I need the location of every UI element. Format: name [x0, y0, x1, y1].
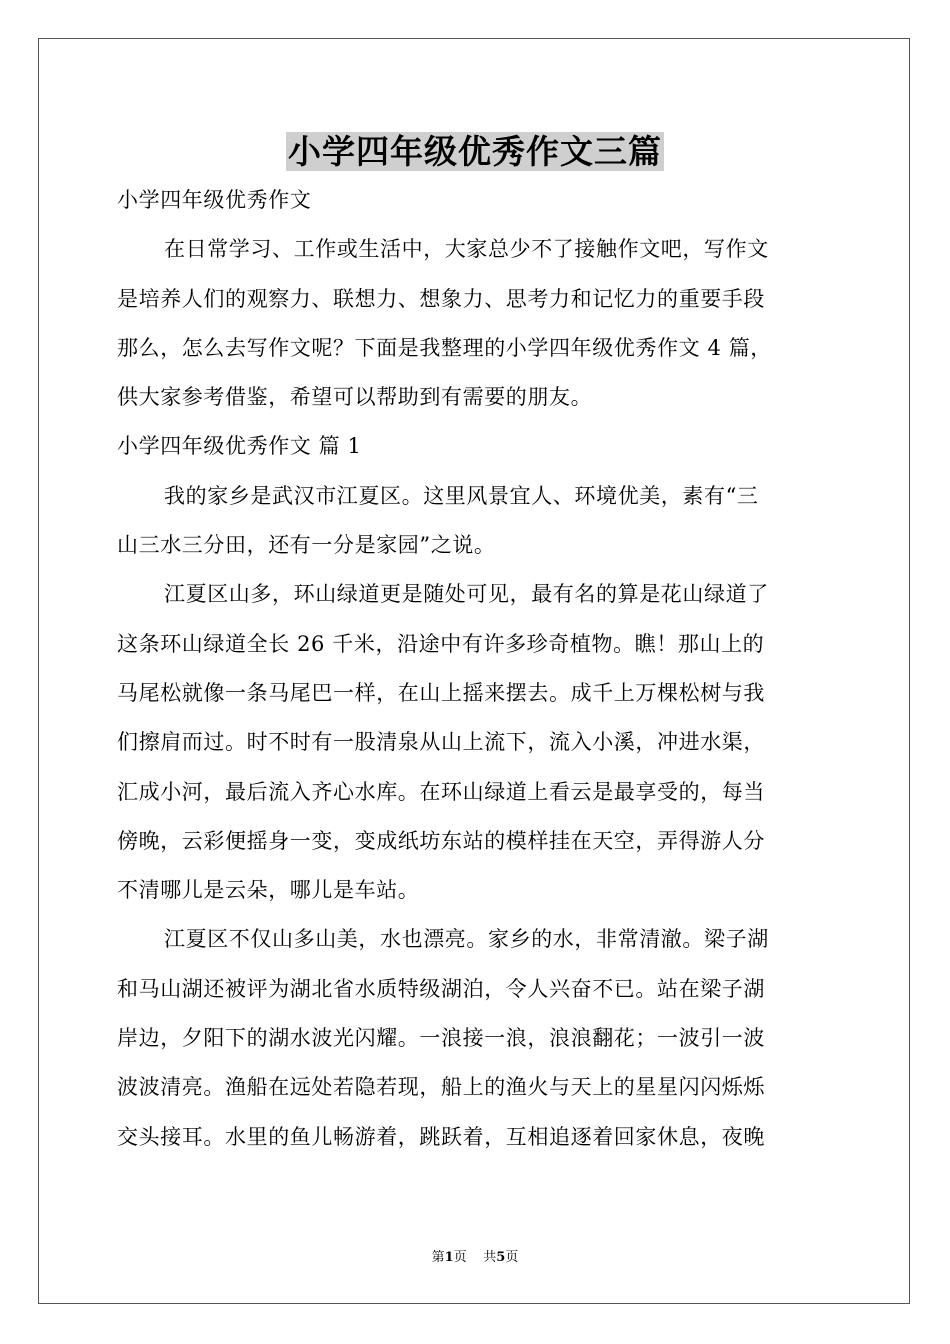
- text-line: 汇成小河，最后流入齐心水库。在环山绿道上看云是最享受的，每当: [117, 779, 765, 804]
- text-line: 交头接耳。水里的鱼儿畅游着，跳跃着，互相追逐着回家休息，夜晚: [117, 1124, 765, 1149]
- text-line: 供大家参考借鉴，希望可以帮助到有需要的朋友。: [117, 385, 593, 410]
- text-line: 山三水三分田，还有一分是家园”之说。: [117, 533, 496, 558]
- text-line: 那么，怎么去写作文呢？下面是我整理的小学四年级优秀作文 4 篇，: [117, 335, 772, 360]
- page-footer: [0, 1246, 950, 1265]
- text-line: 江夏区山多，环山绿道更是随处可见，最有名的算是花山绿道了: [164, 582, 769, 607]
- text-line: 波波清亮。渔船在远处若隐若现，船上的渔火与天上的星星闪闪烁烁: [117, 1075, 765, 1100]
- text-line: 我的家乡是武汉市江夏区。这里风景宜人、环境优美，素有“三: [164, 483, 759, 508]
- text-line: 是培养人们的观察力、联想力、想象力、思考力和记忆力的重要手段: [117, 286, 765, 311]
- footer-page-total: 5: [496, 1250, 506, 1265]
- text-line: 马尾松就像一条马尾巴一样，在山上摇来摆去。成千上万棵松树与我: [117, 680, 765, 705]
- text-line: 傍晚，云彩便摇身一变，变成纸坊东站的模样挂在天空，弄得游人分: [117, 828, 765, 853]
- text-line: 不清哪儿是云朵，哪儿是车站。: [117, 878, 420, 903]
- footer-page-current: 1: [444, 1250, 454, 1265]
- footer-page-prefix: 第: [431, 1250, 445, 1265]
- footer-total-suffix: 页: [505, 1250, 519, 1265]
- document-body: [117, 176, 833, 1162]
- text-line: 们擦肩而过。时不时有一股清泉从山上流下，流入小溪，冲进水渠，: [117, 730, 765, 755]
- text-line: 小学四年级优秀作文 篇 1: [117, 434, 362, 459]
- footer-total-prefix: 共: [483, 1250, 497, 1265]
- text-line: 岸边，夕阳下的湖水波光闪耀。一浪接一浪，浪浪翻花；一波引一波: [117, 1026, 765, 1051]
- text-line: 江夏区不仅山多山美，水也漂亮。家乡的水，非常清澈。梁子湖: [164, 927, 769, 952]
- text-line: 小学四年级优秀作文: [117, 188, 312, 212]
- text-line: 在日常学习、工作或生活中，大家总少不了接触作文吧，写作文: [164, 237, 769, 262]
- document-title: [0, 126, 950, 173]
- footer-page-suffix: 页: [453, 1250, 467, 1265]
- text-line: 这条环山绿道全长 26 千米，沿途中有许多珍奇植物。瞧！那山上的: [117, 631, 765, 656]
- document-title-text: 小学四年级优秀作文三篇: [288, 132, 662, 171]
- text-line: 和马山湖还被评为湖北省水质特级湖泊，令人兴奋不已。站在梁子湖: [117, 976, 765, 1001]
